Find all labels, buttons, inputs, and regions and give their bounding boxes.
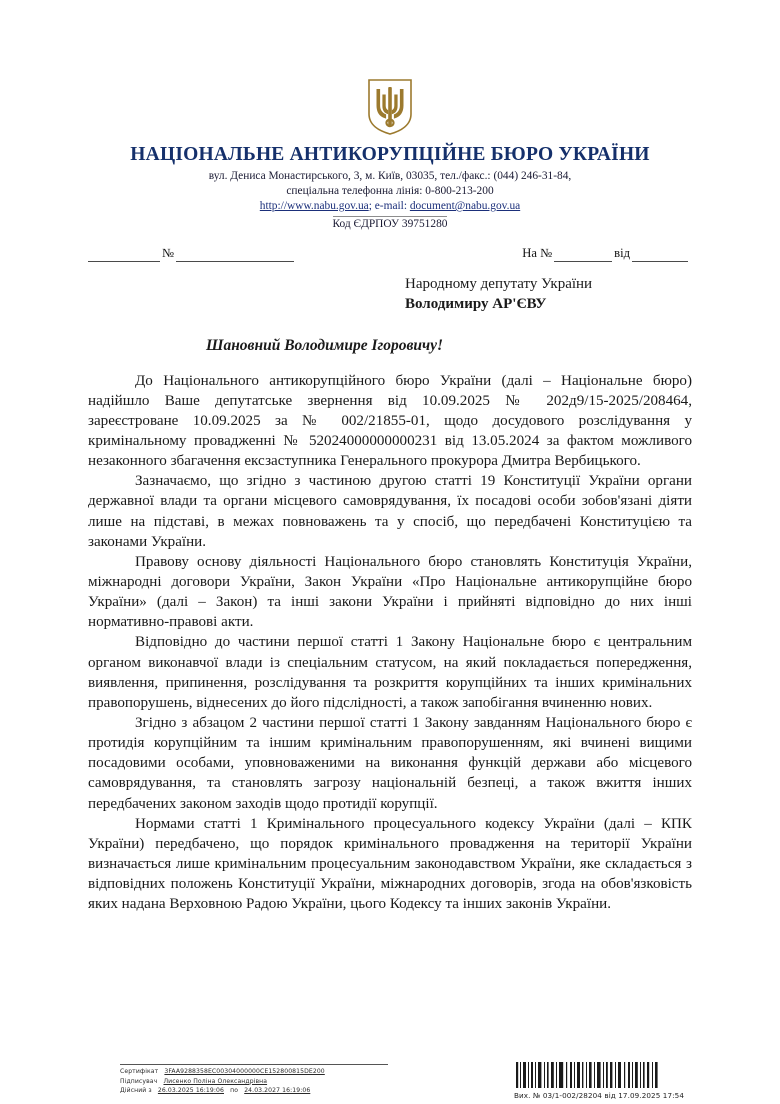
ukraine-trident-coat-of-arms-icon <box>367 78 413 136</box>
validity-to-label: по <box>230 1087 239 1095</box>
reply-to-blank[interactable] <box>554 250 612 262</box>
paragraph: Правову основу діяльності Національного бюро становлять Конституція України, міжнародні договори України, Закон України «Про Національне антикорупційне бюро України» (далі – Закон) та інші закони України і прийняті відповідно до них інші нормативно-правові акти. <box>88 553 692 631</box>
addressee-role: Народному депутату України <box>405 276 593 293</box>
outgoing-number-blank-right[interactable] <box>176 250 294 262</box>
signer-row <box>120 1077 388 1087</box>
document-barcode <box>514 1062 664 1088</box>
paragraph: До Національного антикорупційного бюро України (далі – Національне бюро) надійшло Ваше депутатське звернення від 10.09.2025 № 202д9/15-2025/208464, зареєстроване 10.09.2025 за № 002/21855-01, щодо досудового розслідування у кримінальному провадженні № 52024000000000231 від 13.05.2024 за фактом можливого незаконного збагачення ексзаступника Генерального прокурора Дмитра Вербицького. <box>88 372 692 470</box>
barcode-block <box>514 1061 684 1100</box>
outgoing-reference-group <box>88 246 294 262</box>
certificate-value: 3FAA9288358EC00304000000CE152800815DE200 <box>164 1068 325 1075</box>
outgoing-number-blank-left[interactable] <box>88 250 160 262</box>
validity-from: 26.03.2025 16:19:06 <box>157 1087 224 1095</box>
signer-value: Лисенко Поліна Олександрівна <box>163 1077 268 1085</box>
validity-label: Дійсний з <box>120 1087 152 1095</box>
paragraph: Зазначаємо, що згідно з частиною другою статті 19 Конституції України органи державної влади та органи місцевого самоврядування, їх посадові особи зобов'язані діяти лише на підставі, в межах повноважень та у спосіб, що передбачені Конституцією та законами України. <box>88 473 692 550</box>
certificate-row <box>120 1067 388 1077</box>
edrpou-code: Код ЄДРПОУ 39751280 <box>332 218 448 231</box>
incoming-reference-group <box>520 246 688 262</box>
edrpou-wrap <box>0 214 780 232</box>
number-symbol-label: № <box>162 246 175 261</box>
salutation: Шановний Володимире Ігоровичу! <box>206 336 444 354</box>
digital-signature-block <box>120 1061 388 1096</box>
reply-to-label: На № <box>522 246 553 261</box>
address-line: вул. Дениса Монастирського, 3, м. Київ, 03035, тел./факс.: (044) 246-31-84, <box>208 170 572 182</box>
certificate-label: Сертифікат <box>120 1068 159 1075</box>
signer-label: Підписувач <box>120 1077 158 1085</box>
paragraph: Відповідно до частини першої статті 1 Закону Національне бюро є центральним органом виконавчої влади із спеціальним статусом, на який покладається попередження, виявлення, припинення, розслідування та розкриття корупційних та інших кримінальних правопорушень, віднесених до його підслідності, а також запобігання вчиненню нових. <box>88 634 692 711</box>
date-label: від <box>614 246 630 261</box>
date-blank[interactable] <box>632 250 688 262</box>
reference-row <box>0 246 780 262</box>
footer <box>0 1061 780 1100</box>
body-text <box>0 371 780 915</box>
email-link[interactable]: document@nabu.gov.ua <box>409 200 521 213</box>
outgoing-registration-number: Вих. № 03/1-002/28204 від 17.09.2025 17:54 <box>513 1091 684 1100</box>
paragraph: Нормами статті 1 Кримінального процесуального кодексу України (далі – КПК України) передбачено, що порядок кримінального провадження на території України визначається лише кримінальним процесуальним законодавством України, яке складається з відповідних положень Конституції України, міжнародних договорів, згода на обов'язковість яких надана Верховною Радою України, цього Кодексу та інших законів України. <box>88 815 692 913</box>
paragraph: Згідно з абзацом 2 частини першої статті 1 Закону завданням Національного бюро є протидія корупційним та іншим кримінальним правопорушенням, які вчинені вищими посадовими особами, уповноваженими на виконання функцій держави або місцевого самоврядування, та становлять загрозу національній безпеці, а також вжиття інших передбачених законом заходів щодо протидії корупції. <box>88 715 692 812</box>
email-label: e-mail: <box>374 200 407 213</box>
signature-divider <box>120 1064 388 1065</box>
addressee-name: Володимиру АР'ЄВУ <box>405 296 547 313</box>
letterhead <box>0 0 780 232</box>
web-contacts-line: http://www.nabu.gov.ua; e-mail: document@nabu.gov.ua <box>259 200 521 213</box>
signature-and-barcode-row <box>120 1061 684 1100</box>
validity-to: 24.03.2027 16:19:06 <box>244 1087 311 1095</box>
organization-name: НАЦІОНАЛЬНЕ АНТИКОРУПЦІЙНЕ БЮРО УКРАЇНИ <box>130 144 650 165</box>
validity-row <box>120 1086 388 1096</box>
addressee-block <box>0 274 780 315</box>
website-link[interactable]: http://www.nabu.gov.ua <box>259 200 369 213</box>
hotline-line: спеціальна телефонна лінія: 0-800-213-200 <box>286 185 494 198</box>
